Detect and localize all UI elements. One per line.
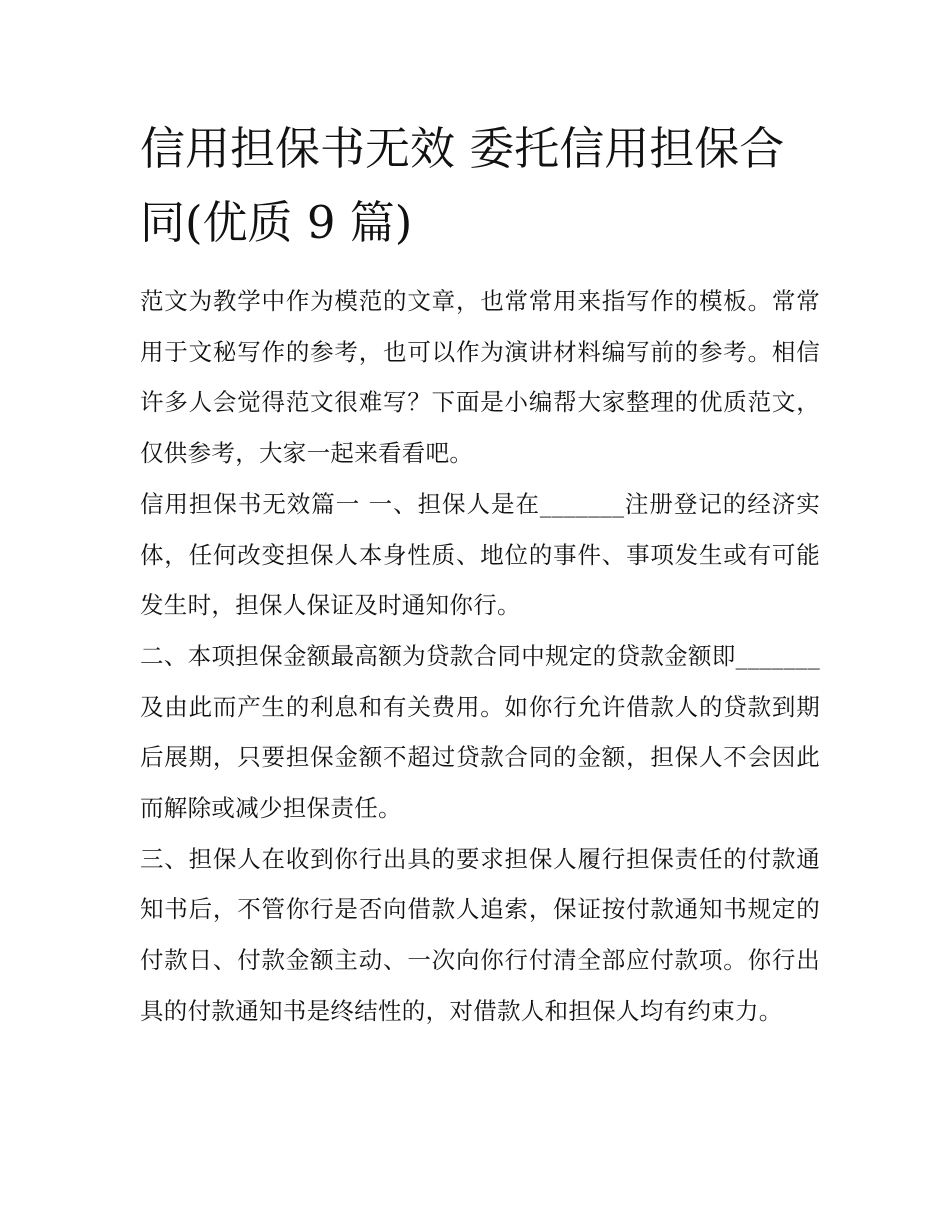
document-body bbox=[140, 276, 820, 1037]
clause-paragraph-1: 信用担保书无效篇一 一、担保人是在_______注册登记的经济实体，任何改变担保人本身性质、地位的事件、事项发生或有可能发生时，担保人保证及时通知你行。 bbox=[140, 489, 820, 620]
clause-paragraph-2: 二、本项担保金额最高额为贷款合同中规定的贷款金额即_______及由此而产生的利息和有关费用。如你行允许借款人的贷款到期后展期，只要担保金额不超过贷款合同的金额，担保人不会因此而解除或减少担保责任。 bbox=[140, 641, 820, 823]
intro-paragraph: 范文为教学中作为模范的文章，也常常用来指写作的模板。常常用于文秘写作的参考，也可以作为演讲材料编写前的参考。相信许多人会觉得范文很难写？下面是小编帮大家整理的优质范文，仅供参考，大家一起来看看吧。 bbox=[140, 287, 820, 468]
document-title: 信用担保书无效 委托信用担保合同(优质 9 篇) bbox=[140, 122, 785, 249]
clause-paragraph-3: 三、担保人在收到你行出具的要求担保人履行担保责任的付款通知书后，不管你行是否向借款人追索，保证按付款通知书规定的付款日、付款金额主动、一次向你行付清全部应付款项。你行出具的付款通知书是终结性的，对借款人和担保人均有约束力。 bbox=[140, 844, 820, 1025]
